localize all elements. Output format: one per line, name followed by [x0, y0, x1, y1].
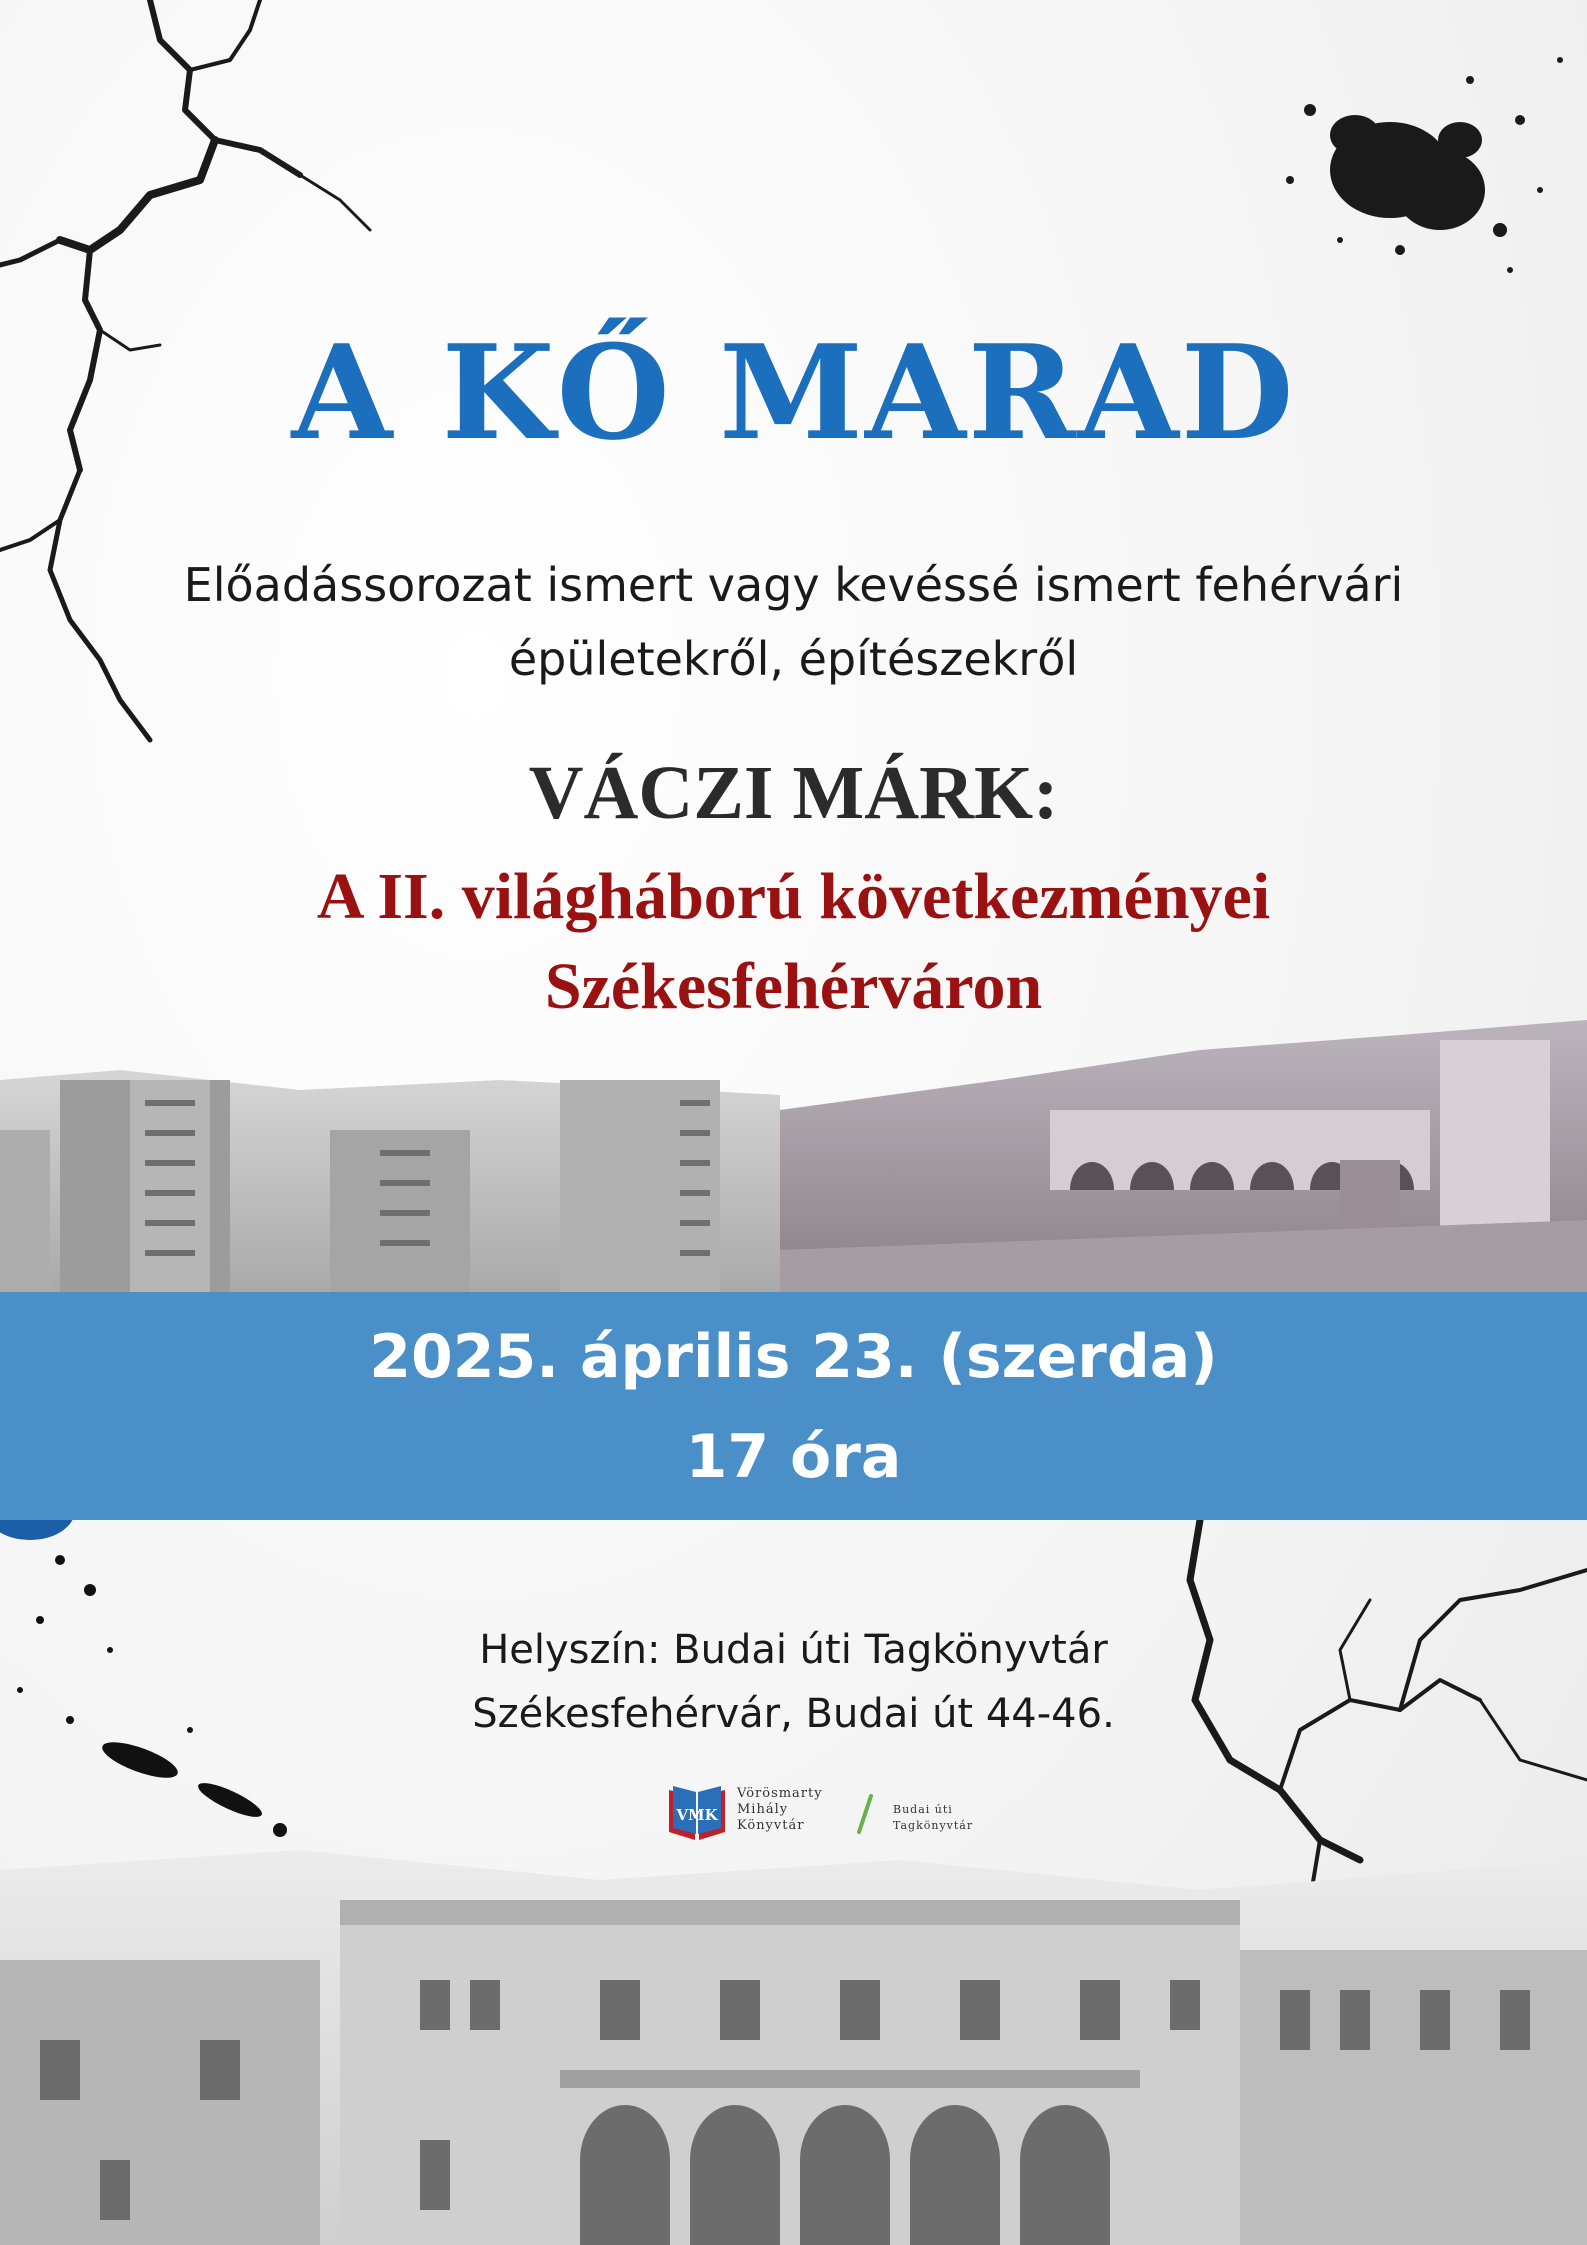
event-date: 2025. április 23. (szerda): [369, 1322, 1218, 1392]
building-photo-strip: [0, 1020, 1587, 1295]
main-library-name: [737, 1786, 823, 1834]
logo-text-line: Könyvtár: [737, 1818, 805, 1833]
event-time: 17 óra: [685, 1422, 902, 1492]
speaker-name: VÁCZI MÁRK:: [528, 751, 1059, 835]
venue-line: Helyszín: Budai úti Tagkönyvtár: [479, 1627, 1108, 1673]
logo-text-line: Vörösmarty: [737, 1786, 823, 1801]
lecture-line: Székesfehérváron: [544, 950, 1043, 1023]
event-title: A KŐ MARAD: [291, 316, 1296, 469]
venue: [0, 1618, 1587, 1746]
branch-library-name: [893, 1802, 973, 1834]
venue-line: Székesfehérvár, Budai út 44-46.: [472, 1691, 1115, 1737]
series-subtitle: [0, 548, 1587, 696]
library-book-icon: [665, 1782, 729, 1844]
library-logos: [665, 1780, 1005, 1850]
logo-text-line: Tagkönyvtár: [893, 1819, 974, 1832]
subtitle-line: Előadássorozat ismert vagy kevéssé ismert fehérvári: [183, 558, 1404, 612]
slash-divider-icon: [855, 1794, 875, 1834]
logo-monogram: VMK: [676, 1806, 718, 1824]
building-photo-bottom: [0, 1840, 1587, 2245]
logo-text-line: Budai úti: [893, 1803, 953, 1816]
logo-text-line: Mihály: [737, 1802, 789, 1817]
lecture-line: A II. világháború következményei: [316, 860, 1271, 933]
subtitle-line: épületekről, építészekről: [508, 632, 1079, 686]
lecture-title: [0, 852, 1587, 1032]
